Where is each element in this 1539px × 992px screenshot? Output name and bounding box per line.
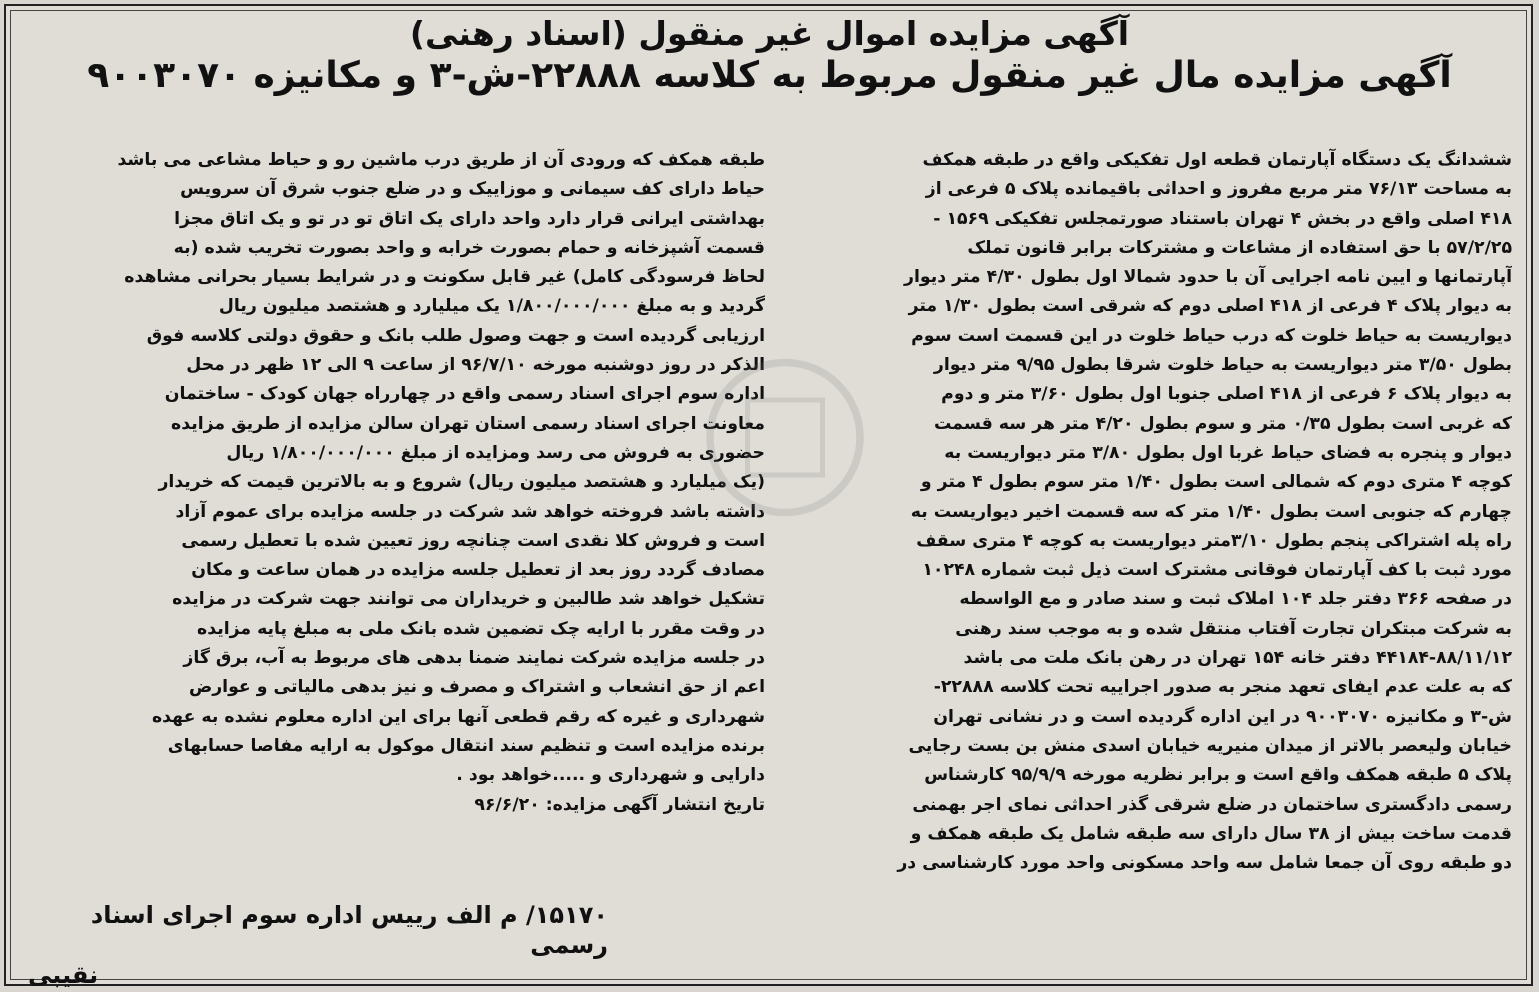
text-line: بهداشتی ایرانی قرار دارد واحد دارای یک اتاق تو در تو و یک اتاق مجزا xyxy=(174,208,765,229)
text-line: دیوار و پنجره به فضای حیاط غربا اول بطول ۳/۸۰ متر دیواریست به xyxy=(944,442,1512,463)
text-line: ارزیابی گردیده است و جهت وصول طلب بانک و حقوق دولتی کلاسه فوق xyxy=(146,325,765,346)
left-text-column xyxy=(30,146,765,820)
text-line: ۵۷/۲/۲۵ با حق استفاده از مشاعات و مشترکات برابر قانون تملک xyxy=(967,237,1512,258)
text-line: در جلسه مزایده شرکت نمایند ضمنا بدهی های مربوط به آب، برق گاز xyxy=(183,648,765,669)
text-line: پلاک ۵ طبقه همکف واقع است و برابر نظریه مورخه ۹۵/۹/۹ کارشناس xyxy=(924,765,1512,786)
text-line: قسمت آشپزخانه و حمام بصورت خرابه و واحد بصورت تخریب شده (به xyxy=(173,237,765,258)
notice-title: آگهی مزایده اموال غیر منقول (اسناد رهنی) xyxy=(409,14,1130,53)
text-line: خیابان ولیعصر بالاتر از میدان منیریه خیابان اسدی منش بن بست رجایی xyxy=(908,735,1512,756)
text-line: ۴۴۱۸۴-۸۸/۱۱/۱۲ دفتر خانه ۱۵۴ تهران در رهن بانک ملت می باشد xyxy=(963,648,1512,669)
text-line: داشته باشد فروخته خواهد شد شرکت در جلسه مزایده برای عموم آزاد xyxy=(175,501,765,522)
text-line: شهرداری و غیره که رقم قطعی آنها برای این اداره معلوم نشده به عهده xyxy=(151,706,765,727)
text-line: در صفحه ۳۶۶ دفتر جلد ۱۰۴ املاک ثبت و سند صادر و مع الواسطه xyxy=(959,589,1512,610)
text-line: به مساحت ۷۶/۱۳ متر مربع مفروز و احداثی باقیمانده پلاک ۵ فرعی از xyxy=(925,179,1512,200)
text-line: به دیوار پلاک ۶ فرعی از ۴۱۸ اصلی جنوبا اول بطول ۳/۶۰ متر و دوم xyxy=(941,384,1512,405)
text-line: مورد ثبت با کف آپارتمان فوقانی مشترک است ذیل ثبت شماره ۱۰۲۴۸ xyxy=(922,560,1512,581)
text-line: اعم از حق انشعاب و اشتراک و مصرف و نیز بدهی مالیاتی و عوارض xyxy=(188,677,765,698)
text-line: معاونت اجرای اسناد رسمی استان تهران سالن مزایده از طریق مزایده xyxy=(171,413,765,434)
text-line: که به علت عدم ایفای تعهد منجر به صدور اجراییه تحت کلاسه ۲۲۸۸۸- xyxy=(933,677,1512,698)
text-line: برنده مزایده است و تنظیم سند انتقال موکول به ارایه مفاصا حسابهای xyxy=(167,735,765,756)
text-line: آپارتمانها و ایین نامه اجرایی آن با حدود شمالا اول بطول ۴/۳۰ متر دیوار xyxy=(904,267,1512,288)
text-line: ششدانگ یک دستگاه آپارتمان قطعه اول تفکیکی واقع در طبقه همکف xyxy=(922,150,1512,170)
notice-header xyxy=(0,14,1539,98)
text-line: حضوری به فروش می رسد ومزایده از مبلغ ۱/۸۰۰/۰۰۰/۰۰۰ ریال xyxy=(226,442,765,463)
text-line: دارایی و شهرداری و .....خواهد بود . xyxy=(456,765,765,786)
signature-line: ۱۵۱۷۰/ م الف رییس اداره سوم اجرای اسناد رسمی xyxy=(90,901,608,959)
text-line: طبقه همکف که ورودی آن از طریق درب ماشین رو و حیاط مشاعی می باشد xyxy=(117,150,765,170)
text-line: (یک میلیارد و هشتصد میلیون ریال) شروع و به بالاترین قیمت که خریدار xyxy=(158,472,765,493)
notice-footer xyxy=(28,900,608,990)
text-line: قدمت ساخت بیش از ۳۸ سال دارای سه طبقه شامل یک طبقه همکف و xyxy=(910,823,1512,844)
signatory-name: نقیبی xyxy=(28,961,99,989)
text-line: رسمی دادگستری ساختمان در ضلع شرقی گذر احداثی نمای اجر بهمنی xyxy=(912,794,1512,815)
right-text-column xyxy=(798,146,1512,878)
notice-subtitle: آگهی مزایده مال غیر منقول مربوط به کلاسه ۲۲۸۸۸-ش-۳ و مکانیزه ۹۰۰۳۰۷۰ xyxy=(87,55,1452,96)
text-line: به شرکت مبتکران تجارت آفتاب منتقل شده و به موجب سند رهنی xyxy=(955,618,1512,639)
text-line: دیواریست به حیاط خلوت که درب حیاط خلوت در این قسمت است سوم xyxy=(911,325,1512,346)
text-line: گردید و به مبلغ ۱/۸۰۰/۰۰۰/۰۰۰ یک میلیارد و هشتصد میلیون ریال xyxy=(218,296,765,317)
text-line: الذکر در روز دوشنبه مورخه ۹۶/۷/۱۰ از ساعت ۹ الی ۱۲ ظهر در محل xyxy=(186,355,765,376)
text-line: اداره سوم اجرای اسناد رسمی واقع در چهارراه جهان کودک - ساختمان xyxy=(164,384,765,405)
text-line: ۴۱۸ اصلی واقع در بخش ۴ تهران باستناد صورتمجلس تفکیکی ۱۵۶۹ - xyxy=(933,208,1512,229)
text-line: در وقت مقرر با ارایه چک تضمین شده بانک ملی به مبلغ پایه مزایده xyxy=(197,618,765,639)
text-line: چهارم که جنوبی است بطول ۱/۴۰ متر که سه قسمت اخیر دیواریست به xyxy=(910,501,1512,522)
text-line: بطول ۳/۵۰ متر دیواریست به حیاط خلوت شرقا بطول ۹/۹۵ متر دیوار xyxy=(933,355,1512,376)
text-line: کوچه ۴ متری دوم که شمالی است بطول ۱/۴۰ متر سوم بطول ۴ متر و xyxy=(920,472,1512,493)
text-line: مصادف گردد روز بعد از تعطیل جلسه مزایده در همان ساعت و مکان xyxy=(191,560,765,581)
text-line: لحاظ فرسودگی کامل) غیر قابل سکونت و در شرایط بسیار بحرانی مشاهده xyxy=(124,267,765,288)
text-line: حیاط دارای کف سیمانی و موزاییک و در ضلع جنوب شرق آن سرویس xyxy=(180,179,765,200)
text-line: به دیوار پلاک ۴ فرعی از ۴۱۸ اصلی دوم که شرقی است بطول ۱/۳۰ متر xyxy=(908,296,1512,317)
text-line: دو طبقه روی آن جمعا شامل سه واحد مسکونی واحد مورد کارشناسی در xyxy=(897,853,1512,874)
publication-date: تاریخ انتشار آگهی مزایده: ۹۶/۶/۲۰ xyxy=(474,794,765,815)
text-line: که غربی است بطول ۰/۳۵ متر و سوم بطول ۴/۲۰ متر هر سه قسمت xyxy=(934,413,1512,434)
text-line: ش-۳ و مکانیزه ۹۰۰۳۰۷۰ در این اداره گردیده است و در نشانی تهران xyxy=(933,706,1512,727)
text-line: تشکیل خواهد شد طالبین و خریداران می توانند جهت شرکت در مزایده xyxy=(172,589,765,610)
text-line: است و فروش کلا نقدی است چنانچه روز تعیین شده با تعطیل رسمی xyxy=(181,530,765,551)
text-line: راه پله اشتراکی پنجم بطول ۳/۱۰متر دیواریست به کوچه ۴ متری سقف xyxy=(916,530,1512,551)
